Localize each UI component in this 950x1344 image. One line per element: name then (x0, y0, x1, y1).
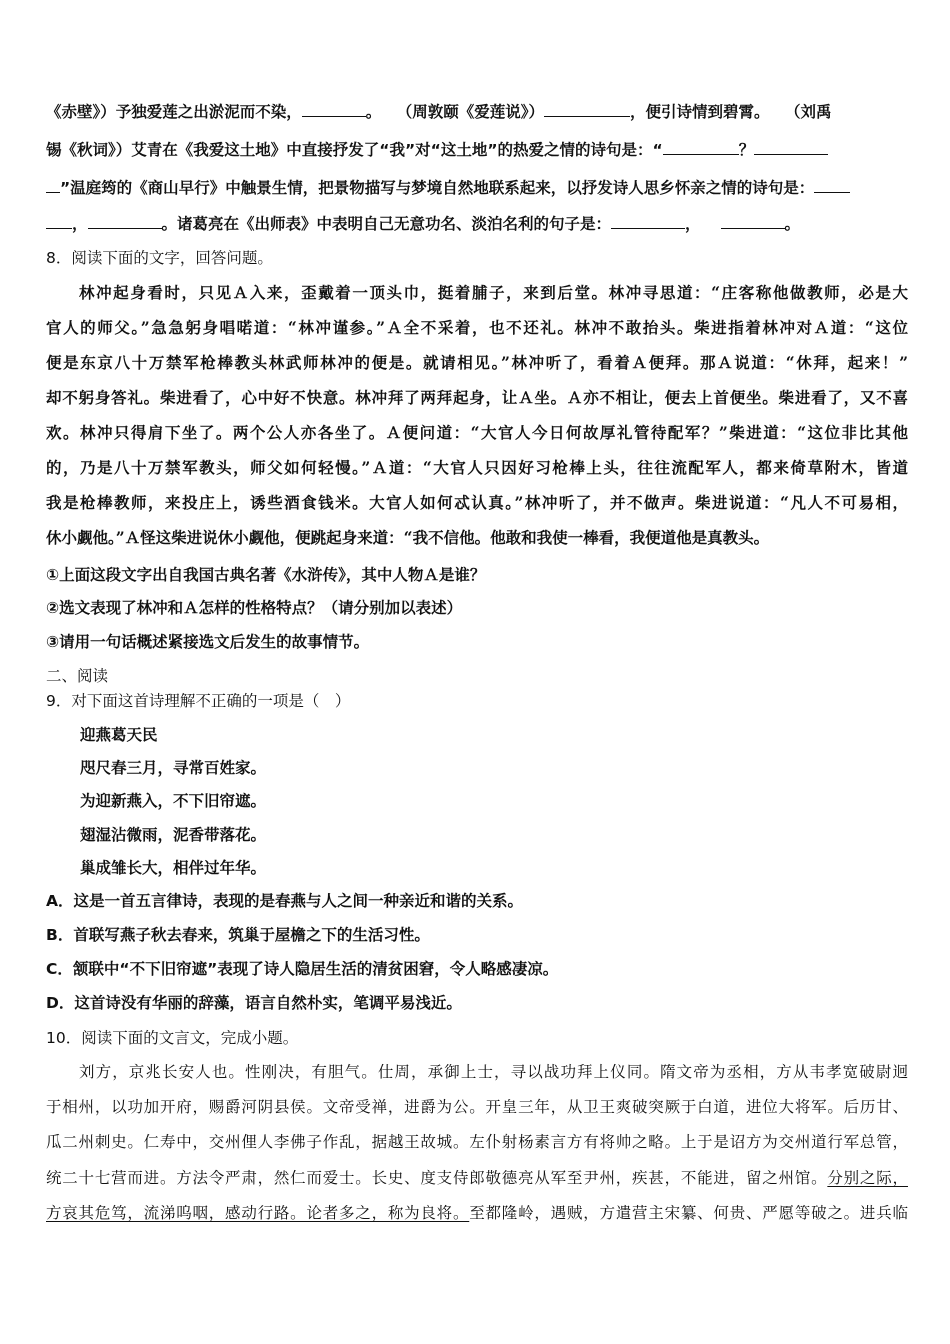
blanks-line-4 (46, 214, 908, 234)
option-label: A． (46, 892, 74, 910)
answer-blank[interactable] (88, 227, 162, 229)
option-label: C． (46, 960, 73, 978)
option-text: 首联写燕子秋去春来，筑巢于屋檐之下的生活习性。 (73, 926, 430, 944)
q8-stem: 8．阅读下面的文字，回答问题。 (46, 249, 273, 267)
blanks-line-3 (46, 178, 908, 198)
q10-stem: 10．阅读下面的文言文，完成小题。 (46, 1029, 299, 1047)
passage-text: 至都隆岭，遇贼，方遣营主宋纂、何贵、严愿等破之。进兵临 (469, 1204, 908, 1222)
option-text: 这是一首五言律诗，表现的是春燕与人之间一种亲近和谐的关系。 (73, 892, 524, 910)
answer-blank[interactable] (663, 153, 739, 155)
q8-passage-line: 欢。林冲只得肩下坐了。两个公人亦各坐了。Ａ便问道：“大官人今日何故厚礼管待配军？”柴进道：“这位非比其他 (46, 423, 908, 442)
blanks-text: 。 （周敦颐《爱莲说》） (365, 103, 545, 121)
q8-passage-line: 林冲起身看时，只见Ａ入来，歪戴着一顶头巾，挺着脯子，来到后堂。林冲寻思道：“庄客称他做教师，必是大 (79, 283, 908, 302)
q8-passage-line: 休小觑他。”Ａ怪这柴进说休小觑他，便跳起身来道：“我不信他。他敢和我使一棒看，我便道他是真教头。 (46, 528, 770, 547)
q8-passage-line: 我是枪棒教师，来投庄上，诱些酒食钱米。大官人如何忒认真。”林冲听了，并不做声。柴进说道：“凡人不可易相， (46, 493, 908, 512)
answer-blank[interactable] (814, 191, 850, 193)
poem-line: 咫尺春三月，寻常百姓家。 (80, 758, 267, 777)
q8-passage-line: 的，乃是八十万禁军教头，师父如何轻慢。”Ａ道：“大官人只因好习枪棒上头，往往流配军人，都来倚草附木，皆道 (46, 458, 908, 477)
blanks-line-1 (46, 102, 908, 122)
answer-blank[interactable] (611, 227, 685, 229)
q10-passage-line: 瓜二州刺史。仁寿中，交州俚人李佛子作乱，据越王故城。左仆射杨素言方有将帅之略。上于是诏方为交州道行军总管， (46, 1133, 908, 1151)
answer-blank[interactable] (754, 153, 828, 155)
passage-text: 统二十七营而进。方法令严肃，然仁而爱士。长史、度支侍郎敬德亮从军至尹州，疾甚，不能进，留之州馆。 (46, 1169, 828, 1187)
poem-title: 迎燕葛天民 (80, 725, 158, 744)
blanks-text: 锡《秋词》）艾青在《我爱这土地》中直接抒发了“我”对“这土地”的热爱之情的诗句是：“ (46, 141, 663, 159)
option-text: 这首诗没有华丽的辞藻，语言自然朴实，笔调平易浅近。 (74, 994, 462, 1012)
section-heading: 二、阅读 (46, 667, 109, 685)
q8-sub-question: ③请用一句话概述紧接选文后发生的故事情节。 (46, 633, 370, 651)
answer-blank[interactable] (544, 115, 630, 117)
answer-blank[interactable] (721, 227, 785, 229)
blanks-line-2 (46, 140, 908, 160)
blanks-text: 。 (784, 215, 801, 233)
blanks-text: 《赤壁》）予独爱莲之出淤泥而不染， (46, 103, 302, 121)
answer-blank[interactable] (302, 115, 366, 117)
q9-stem: 9．对下面这首诗理解不正确的一项是（ ） (46, 692, 351, 710)
option-text: 颔联中“不下旧帘遮”表现了诗人隐居生活的清贫困窘，令人略感凄凉。 (72, 960, 559, 978)
poem-line: 为迎新燕入，不下旧帘遮。 (80, 791, 267, 810)
answer-blank[interactable] (46, 227, 72, 229)
q10-passage-line: 于相州，以功加开府，赐爵河阴县侯。文帝受禅，进爵为公。开皇三年，从卫王爽破突厥于白道，进位大将军。后历甘、 (46, 1098, 908, 1116)
q8-sub-question: ②选文表现了林冲和Ａ怎样的性格特点？（请分别加以表述） (46, 599, 463, 617)
underlined-sentence: 方哀其危笃，流涕呜咽，感动行路。论者多之，称为良将。 (46, 1204, 470, 1222)
option-label: D． (46, 994, 75, 1012)
q10-passage-line (46, 1168, 908, 1188)
underlined-sentence: 分别之际， (827, 1169, 908, 1187)
blanks-text: 。诸葛亮在《出师表》中表明自己无意功名、淡泊名利的句子是： (161, 215, 612, 233)
blanks-text: ， (72, 215, 88, 233)
blanks-text: ， (685, 215, 701, 233)
blanks-text: ，便引诗情到碧霄。 （刘禹 (630, 103, 832, 121)
poem-line: 翅湿沾微雨，泥香带落花。 (80, 825, 267, 844)
q8-passage-line: 便是东京八十万禁军枪棒教头林武师林冲的便是。就请相见。”林冲听了，看着Ａ便拜。那Ａ说道：“休拜，起来！” (46, 353, 908, 372)
q8-passage-line: 却不躬身答礼。柴进看了，心中好不快意。林冲拜了两拜起身，让Ａ坐。Ａ亦不相让，便去上首便坐。柴进看了，又不喜 (46, 388, 908, 407)
q8-sub-question: ①上面这段文字出自我国古典名著《水浒传》，其中人物Ａ是谁？ (46, 566, 486, 584)
q9-option-a[interactable] (46, 891, 908, 911)
answer-blank[interactable] (46, 191, 60, 193)
blanks-text: ”温庭筠的《商山早行》中触景生情，把景物描写与梦境自然地联系起来，以抒发诗人思乡怀亲之情的诗句是： (60, 179, 815, 197)
poem-line: 巢成雏长大，相伴过年华。 (80, 858, 267, 877)
option-label: B． (46, 926, 74, 944)
q8-passage-line: 官人的师父。”急急躬身唱喏道：“林冲谨参。”Ａ全不采着，也不还礼。林冲不敢抬头。柴进指着林冲对Ａ道：“这位 (46, 318, 908, 337)
q9-option-b[interactable] (46, 925, 908, 945)
q10-passage-line: 刘方，京兆长安人也。性刚决，有胆气。仕周，承御上士，寻以战功拜上仪同。隋文帝为丞相，方从韦孝宽破尉迥 (79, 1063, 908, 1081)
q10-passage-line (46, 1203, 908, 1223)
q9-option-c[interactable] (46, 959, 908, 979)
q9-option-d[interactable] (46, 993, 908, 1013)
blanks-text: ？ (738, 141, 755, 159)
